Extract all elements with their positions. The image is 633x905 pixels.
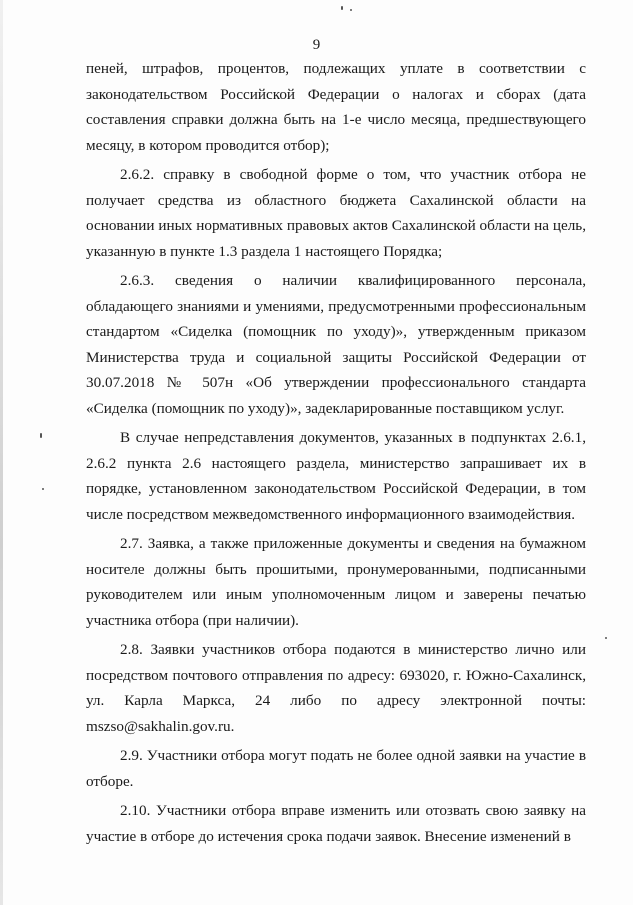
scan-speck <box>605 637 607 639</box>
page-number: 9 <box>312 37 321 53</box>
paragraph-2-6-2: 2.6.2. справку в свободной форме о том, что участник отбора не получает средства из областного бюджета Сахалинской области на основании иных нормативных правовых актов Сахалинской области на цель, указанную в пункте 1.3 раздела 1 настоящего Порядка; <box>86 166 586 260</box>
paragraph-continuation: пеней, штрафов, процентов, подлежащих уплате в соответствии с законодательством Российской Федерации о налогах и сборах (дата составления справки должна быть на 1-е число месяца, предшествующего месяцу, в котором проводится отбор); <box>86 60 586 154</box>
scan-speck <box>40 433 42 438</box>
paragraph-2-8: 2.8. Заявки участников отбора подаются в министерство лично или посредством почтового отправления по адресу: 693020, г. Южно-Сахалинск, ул. Карла Маркса, 24 либо по адресу электронной почты: mszso@sakhalin.gov.ru. <box>86 641 586 735</box>
paragraph-2-6-3: 2.6.3. сведения о наличии квалифицированного персонала, обладающего знаниями и умениями, предусмотренными профессиональным стандартом «Сиделка (помощник по уходу)», утвержденным приказом Министерства труда и социальной защиты Российской Федерации от 30.07.2018 № 507н «Об утверждении профессионального стандарта «Сиделка (помощник по уходу)», задекларированные поставщиком услуг. <box>86 272 586 417</box>
paragraph-2-7: 2.7. Заявка, а также приложенные документы и сведения на бумажном носителе должны быть прошитыми, пронумерованными, подписанными руководителем или иным уполномоченным лицом и заверены печатью участника отбора (при наличии). <box>86 535 586 629</box>
scan-speck <box>350 9 352 11</box>
paragraph-documents-not-submitted: В случае непредставления документов, указанных в подпунктах 2.6.1, 2.6.2 пункта 2.6 настоящего раздела, министерство запрашивает их в порядке, установленном законодательством Российской Федерации, в том числе посредством межведомственного информационного взаимодействия. <box>86 429 586 523</box>
paragraph-2-9: 2.9. Участники отбора могут подать не более одной заявки на участие в отборе. <box>86 747 586 790</box>
body-text <box>86 56 586 849</box>
scan-edge-shadow <box>0 0 3 905</box>
paragraph-2-10: 2.10. Участники отбора вправе изменить или отозвать свою заявку на участие в отборе до истечения срока подачи заявок. Внесение изменений в <box>86 802 586 845</box>
scan-speck <box>42 488 44 490</box>
scan-speck <box>341 6 343 10</box>
